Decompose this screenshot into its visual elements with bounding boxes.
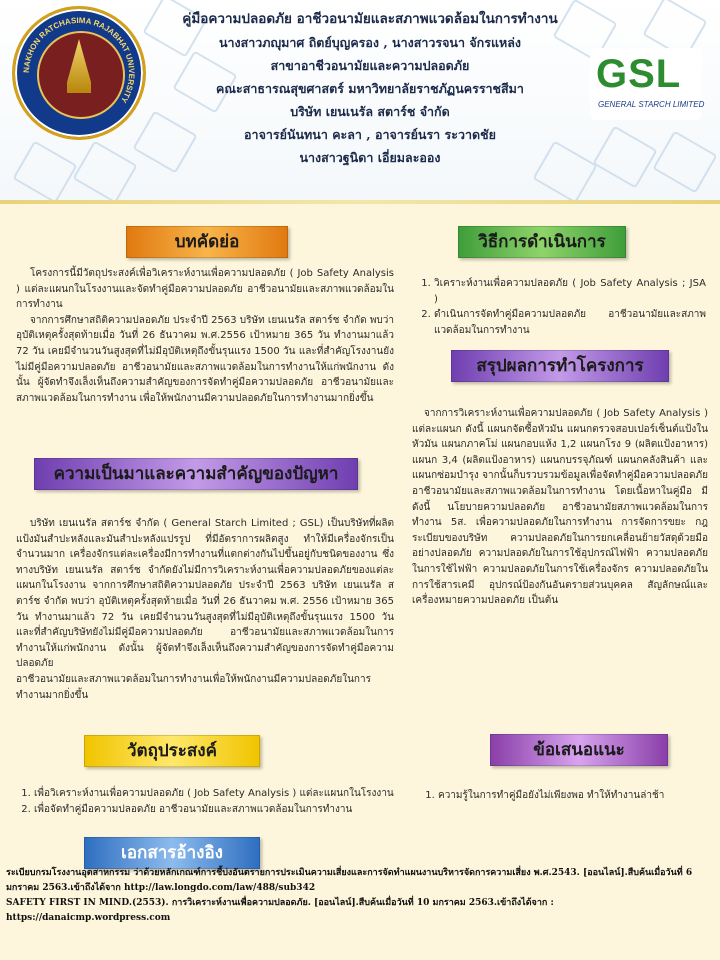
objectives-heading: วัตถุประสงค์ (84, 735, 260, 767)
objectives-body (16, 786, 394, 817)
references-heading: เอกสารอ้างอิง (84, 837, 260, 869)
header-divider (0, 200, 720, 204)
background-paragraph: บริษัท เยนเนรัล สตาร์ช จำกัด ( General Starch Limited ; GSL) เป็นบริษัทที่ผลิตแป้งมันสำปะหลังและมันสำปะหลังแปรรูป ที่มีอัตราการผลิตสูง ทำให้มีเครื่องจักรเป็นจำนวนมาก เครื่องจักรแต่ละเครื่องมีการทำงานที่แตกต่างกันไปขึ้นอยู่กับชนิดของงาน ซึ่งทางบริษัท เยนเนรัล สตาร์ช จำกัดยังไม่มีการวิเคราะห์งานเพื่อความปลอดภัยของแต่ละแผนกในโรงงาน จากการศึกษาสถิติความปลอดภัย ประจำปี 2563 บริษัท เยนเนรัล สตาร์ช จำกัด พบว่า อุบัติเหตุครั้งสุดท้ายเมื่อ วันที่ 26 ธันวาคม พ.ศ. 2556 เป้าหมาย 365 วัน ทำงานมาแล้ว 72 วัน เคยมีจำนวนวันสูงสุดที่ไม่มีอุบัติเหตุถึงขั้นรุนแรง 1500 วัน และที่สำคัญบริษัทยังไม่มีคู่มือความปลอดภัย อาชีวอนามัยและสภาพแวดล้อมในการทำงานให้แก่พนักงาน ดังนั้น ผู้จัดทำจึงเล็งเห็นถึงความสำคัญของการจัดทำคู่มือความปลอดภัย (16, 518, 394, 670)
poster-faculty: คณะสาธารณสุขศาสตร์ มหาวิทยาลัยราชภัฏนครราชสีมา (216, 81, 524, 96)
company-logo-mark: GSL (596, 52, 682, 96)
company-logo (590, 48, 705, 120)
company-logo-subtext: GENERAL STARCH LIMITED (598, 100, 705, 109)
results-heading: สรุปผลการทำโครงการ (451, 350, 669, 382)
abstract-body (16, 266, 394, 406)
methods-item: 2. ดำเนินการจัดทำคู่มือความปลอดภัย อาชีวอนามัยและสภาพแวดล้อมในการทำงาน (434, 307, 706, 338)
poster-title: คู่มือความปลอดภัย อาชีวอนามัยและสภาพแวดล้อมในการทำงาน (182, 11, 558, 27)
hexagon-decoration (12, 140, 77, 200)
abstract-paragraph: โครงการนี้มีวัตถุประสงค์เพื่อวิเคราะห์งานเพื่อความปลอดภัย ( Job Safety Analysis ) แต่ละแผนกในโรงงานและจัดทำคู่มือความปลอดภัย อาชีวอนามัยและสภาพแวดล้อมในการทำงาน (16, 268, 394, 311)
reference-entry: SAFETY FIRST IN MIND.(2553). การวิเคราะห์งานเพื่อความปลอดภัย. [ออนไลน์].สืบค้นเมื่อวันที่ 10 มกราคม 2563.เข้าถึงได้จาก : https://danaicmp.wordpress.com (6, 898, 554, 923)
recommendations-body (420, 788, 706, 804)
poster-program: สาขาอาชีวอนามัยและความปลอดภัย (270, 58, 470, 73)
poster-header (0, 0, 720, 200)
recommendations-heading: ข้อเสนอแนะ (490, 734, 668, 766)
recommendations-item: 1. ความรู้ในการทำคู่มือยังไม่เพียงพอ ทำให้ทำงานล่าช้า (438, 788, 706, 804)
poster-authors: นางสาวภญุมาศ ถิตย์บุญครอง , นางสาวรจนา จักรแหล่ง (218, 35, 522, 50)
methods-item: 1. วิเคราะห์งานเพื่อความปลอดภัย ( Job Safety Analysis ; JSA ) (434, 276, 706, 307)
poster-advisors: อาจารย์นันทนา คะลา , อาจารย์นรา ระวาดชัย (244, 127, 496, 142)
svg-text:NAKHON RATCHASIMA RAJABHAT UNI: NAKHON RATCHASIMA RAJABHAT UNIVERSITY (21, 15, 137, 105)
university-logo (12, 6, 146, 140)
results-paragraph: จากการวิเคราะห์งานเพื่อความปลอดภัย ( Job Safety Analysis ) แต่ละแผนก ดังนี้ แผนกจัดซื้อหัวมัน แผนกตรวจสอบเปอร์เซ็นต์แป้งในหัวมัน แผนกภาคโม่ แผนกอบแห้ง 1,2 แผนกโรง 9 (ผลิตแป้งอาหาร) แผนก 3,4 (ผลิตแป้งอาหาร) แผนกบรรจุภัณฑ์ แผนกคลังสินค้า และแผนกซ่อมบำรุง จากนั้นก็บรวบรวมข้อมูลเพื่อจัดทำคู่มือความปลอดภัย อาชีวอนามัยและสภาพแวดล้อมในการทำงาน โดยเนื้อหาในคู่มือ มีดังนี้ นโยบายความปลอดภัย อาชีวอนามัยสภาพแวดล้อมในการทำงาน 5ส. เพื่อความปลอดภัยในการทำงาน การจัดการขยะ กฎระเบียบของบริษัท ความปลอดภัยในการยกเคลื่อนย้ายวัสดุด้วยมืออย่างปลอดภัย ความปลอดภัยในการใช้อุปกรณ์ไฟฟ้า ความปลอดภัยในการใช้ไฟฟ้า ความปลอดภัยในการใช้เครื่องจักร ความปลอดภัยในการใช้สารเคมี อุปกรณ์ป้องกันอันตรายส่วนบุคคล สัญลักษณ์และเครื่องหมายความปลอดภัย เป็นต้น (412, 408, 708, 607)
poster-company: บริษัท เยนเนรัล สตาร์ช จำกัด (290, 104, 450, 119)
background-body (16, 516, 394, 703)
background-heading: ความเป็นมาและความสำคัญของปัญหา (34, 458, 358, 490)
objectives-item: 1. เพื่อวิเคราะห์งานเพื่อความปลอดภัย ( Job Safety Analysis ) แต่ละแผนกในโรงงาน (34, 786, 394, 802)
results-body (412, 406, 708, 609)
methods-heading: วิธีการดำเนินการ (458, 226, 626, 258)
references-body (6, 866, 714, 926)
hexagon-decoration (592, 125, 657, 188)
reference-entry: ระเบียบกรมโรงงานอุตสาหกรรม ว่าด้วยหลักเกณฑ์การชี้บ่งอันตรายการประเมินความเสี่ยงและการจัดทำแผนงานบริหารจัดการความเสี่ยง พ.ศ.2543. [ออนไลน์].สืบค้นเมื่อวันที่ 6 มกราคม 2563.เข้าถึงได้จาก http://law.longdo.com/law/488/sub342 (6, 868, 693, 893)
header-text-block (150, 8, 590, 169)
hexagon-decoration (72, 140, 137, 200)
hexagon-decoration (652, 130, 717, 193)
methods-body (416, 276, 706, 338)
abstract-paragraph: จากการศึกษาสถิติความปลอดภัย ประจำปี 2563 บริษัท เยนเนรัล สตาร์ช จำกัด พบว่า อุบัติเหตุครั้งสุดท้ายเมื่อ วันที่ 26 ธันวาคม พ.ศ.2556 เป้าหมาย 365 วัน ทำงานมาแล้ว 72 วัน เคยมีจำนวนวันสูงสุดที่ไม่มีอุบัติเหตุถึงขั้นรุนแรง 1500 วัน และที่สำคัญโรงงานยังไม่มีคู่มือความปลอดภัย อาชีวอนามัยและสภาพแวดล้อมในการทำงานให้แก่พนักงาน ดังนั้น ผู้จัดทำจึงเล็งเห็นถึงความสำคัญของการจัดทำคู่มือความปลอดภัย อาชีวอนามัยและสภาพแวดล้อมในการทำงาน เพื่อให้พนักงานมีความปลอดภัยในการทำงานมากยิ่งขึ้น (16, 314, 394, 404)
objectives-item: 2. เพื่อจัดทำคู่มือความปลอดภัย อาชีวอนามัยและสภาพแวดล้อมในการทำงาน (34, 802, 394, 818)
background-paragraph: อาชีวอนามัยและสภาพแวดล้อมในการทำงานเพื่อให้พนักงานมีความปลอดภัยในการทำงานมากยิ่งขึ้น (16, 673, 371, 701)
poster-mentor: นางสาวฐนิดา เอี่ยมละออง (299, 150, 441, 165)
abstract-heading: บทคัดย่อ (126, 226, 288, 258)
